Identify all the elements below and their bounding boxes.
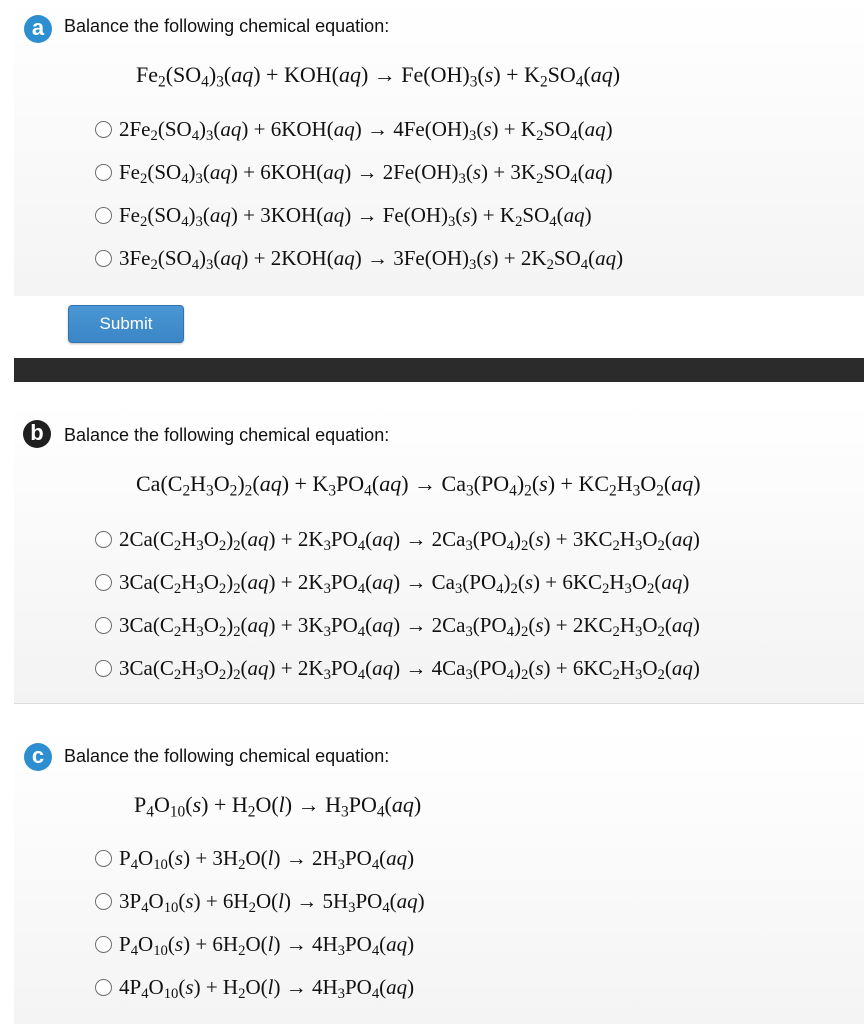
radio-button[interactable]	[95, 121, 112, 138]
equation-b: $Ca(C_2H_3O_2)_2(aq) + K_3PO_4(aq) \to Ca_3(PO_4)_2(s) + KC_2H_3O_2(aq)$	[136, 471, 701, 500]
question-badge-c: c	[24, 743, 52, 771]
option-label: $3Ca(C_2H_3O_2)_2(aq) + 3K_3PO_4(aq) \to 2Ca_3(PO_4)_2(s) + 2KC_2H_3O_2(aq)$	[119, 613, 700, 641]
option-a-1[interactable]	[95, 117, 613, 145]
radio-button[interactable]	[95, 660, 112, 677]
option-label: $3Fe_2(SO_4)_3(aq) + 2KOH(aq) \to 3Fe(OH)_3(s) + 2K_2SO_4(aq)$	[119, 246, 624, 274]
question-badge-a: a	[24, 15, 52, 43]
option-b-2[interactable]	[95, 570, 690, 598]
radio-button[interactable]	[95, 250, 112, 267]
option-a-4[interactable]	[95, 246, 624, 274]
option-label: $4P_4O_{10}(s) + H_2O(l) \to 4H_3PO_4(aq)$	[119, 975, 415, 1003]
option-label: $3Ca(C_2H_3O_2)_2(aq) + 2K_3PO_4(aq) \to 4Ca_3(PO_4)_2(s) + 6KC_2H_3O_2(aq)$	[119, 656, 700, 684]
question-prompt-b: Balance the following chemical equation:	[64, 425, 390, 445]
radio-button[interactable]	[95, 531, 112, 548]
radio-button[interactable]	[95, 207, 112, 224]
radio-button[interactable]	[95, 979, 112, 996]
option-b-4[interactable]	[95, 656, 700, 684]
radio-button[interactable]	[95, 574, 112, 591]
option-label: $P_4O_{10}(s) + 6H_2O(l) \to 4H_3PO_4(aq)$	[119, 932, 415, 960]
option-label: $Fe_2(SO_4)_3(aq) + 6KOH(aq) \to 2Fe(OH)_3(s) + 3K_2SO_4(aq)$	[119, 160, 613, 188]
radio-button[interactable]	[95, 617, 112, 634]
question-prompt-c: Balance the following chemical equation:	[64, 746, 390, 766]
option-c-2[interactable]	[95, 889, 425, 917]
option-c-1[interactable]	[95, 846, 415, 874]
option-label: $P_4O_{10}(s) + 3H_2O(l) \to 2H_3PO_4(aq)$	[119, 846, 415, 874]
option-a-3[interactable]	[95, 203, 592, 231]
option-c-3[interactable]	[95, 932, 415, 960]
option-label: $3Ca(C_2H_3O_2)_2(aq) + 2K_3PO_4(aq) \to Ca_3(PO_4)_2(s) + 6KC_2H_3O_2(aq)$	[119, 570, 690, 598]
radio-button[interactable]	[95, 164, 112, 181]
radio-button[interactable]	[95, 936, 112, 953]
radio-button[interactable]	[95, 850, 112, 867]
equation-c: $P_4O_{10}(s) + H_2O(l) \to H_3PO_4(aq)$	[134, 792, 422, 821]
option-label: $3P_4O_{10}(s) + 6H_2O(l) \to 5H_3PO_4(aq)$	[119, 889, 425, 917]
option-label: $2Fe_2(SO_4)_3(aq) + 6KOH(aq) \to 4Fe(OH)_3(s) + K_2SO_4(aq)$	[119, 117, 613, 145]
question-prompt-a: Balance the following chemical equation:	[64, 16, 390, 36]
option-label: $Fe_2(SO_4)_3(aq) + 3KOH(aq) \to Fe(OH)_3(s) + K_2SO_4(aq)$	[119, 203, 592, 231]
option-c-4[interactable]	[95, 975, 415, 1003]
radio-button[interactable]	[95, 893, 112, 910]
option-label: $2Ca(C_2H_3O_2)_2(aq) + 2K_3PO_4(aq) \to 2Ca_3(PO_4)_2(s) + 3KC_2H_3O_2(aq)$	[119, 527, 700, 555]
question-badge-b: b	[23, 420, 51, 448]
section-divider	[14, 358, 864, 382]
option-b-3[interactable]	[95, 613, 700, 641]
option-b-1[interactable]	[95, 527, 700, 555]
submit-button[interactable]: Submit	[68, 305, 184, 343]
option-a-2[interactable]	[95, 160, 613, 188]
equation-a: $Fe_2(SO_4)_3(aq) + KOH(aq) \to Fe(OH)_3(s) + K_2SO_4(aq)$	[136, 62, 621, 91]
